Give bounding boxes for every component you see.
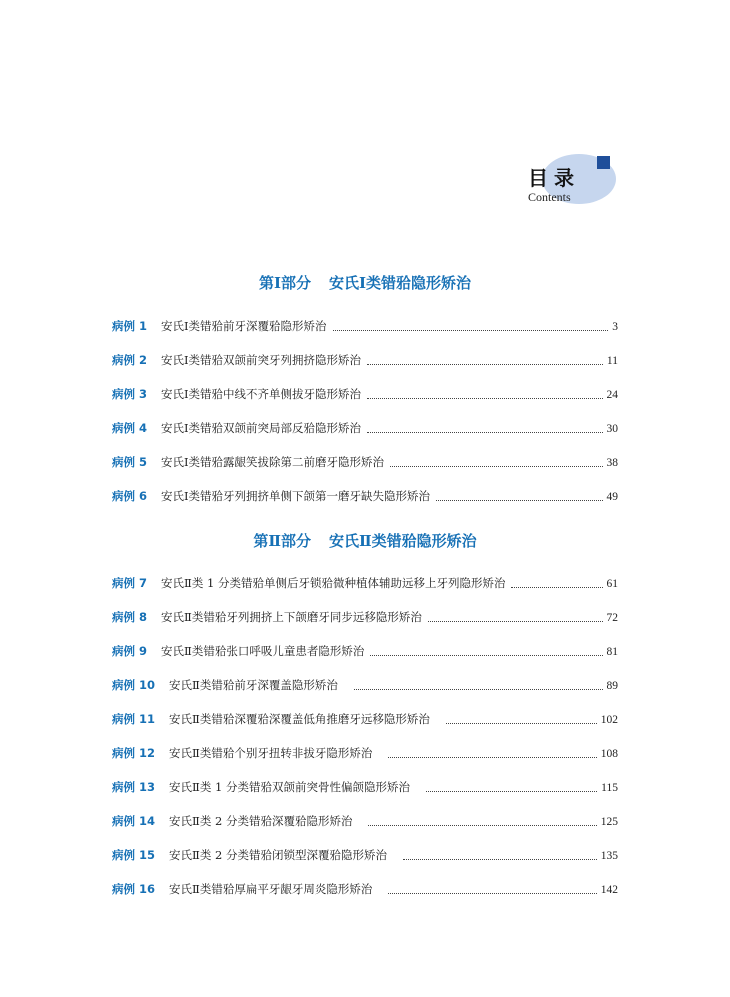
entry-title: 安氏Ⅰ类错𬌗露龈笑拔除第二前磨牙隐形矫治	[161, 455, 385, 469]
dot-leader	[354, 689, 603, 690]
case-label: 病例 9	[112, 644, 148, 658]
toc-entry[interactable]	[112, 486, 618, 506]
page-number: 38	[606, 457, 618, 469]
case-label: 病例 6	[112, 489, 148, 503]
dot-leader	[368, 825, 596, 826]
page-number: 30	[606, 423, 618, 435]
case-label: 病例 7	[112, 576, 148, 590]
toc-header	[520, 150, 630, 210]
page-number: 125	[600, 816, 618, 828]
case-label: 病例 15	[112, 848, 156, 862]
entry-title: 安氏Ⅱ类错𬌗个别牙扭转非拔牙隐形矫治	[169, 746, 373, 760]
entry-title: 安氏Ⅰ类错𬌗中线不齐单侧拔牙隐形矫治	[161, 387, 362, 401]
part-heading-1	[0, 272, 730, 293]
entry-title: 安氏Ⅱ类 1 分类错𬌗单侧后牙锁𬌗微种植体辅助远移上牙列隐形矫治	[161, 576, 506, 590]
toc-entry[interactable]	[112, 316, 618, 336]
page-number: 102	[600, 714, 618, 726]
page-number: 108	[600, 748, 618, 760]
entry-title: 安氏Ⅱ类 1 分类错𬌗双颌前突骨性偏颌隐形矫治	[169, 780, 410, 794]
entry-title: 安氏Ⅱ类 2 分类错𬌗闭锁型深覆𬌗隐形矫治	[169, 848, 387, 862]
page-number: 3	[612, 321, 618, 333]
page-number: 49	[606, 491, 618, 503]
case-label: 病例 13	[112, 780, 156, 794]
case-label: 病例 11	[112, 712, 156, 726]
entry-title: 安氏Ⅰ类错𬌗牙列拥挤单侧下颌第一磨牙缺失隐形矫治	[161, 489, 431, 503]
part-title: 安氏Ⅰ类错𬌗隐形矫治	[329, 274, 472, 292]
toc-subtitle: Contents	[528, 190, 571, 204]
case-label: 病例 12	[112, 746, 156, 760]
page-number: 81	[606, 646, 618, 658]
case-label: 病例 14	[112, 814, 156, 828]
entry-title: 安氏Ⅰ类错𬌗双颌前突牙列拥挤隐形矫治	[161, 353, 362, 367]
entry-title: 安氏Ⅱ类错𬌗深覆𬌗深覆盖低角推磨牙远移隐形矫治	[169, 712, 430, 726]
toc-entry[interactable]	[112, 811, 618, 831]
toc-title: 目录	[528, 166, 580, 190]
toc-entry[interactable]	[112, 573, 618, 593]
dot-leader	[428, 621, 603, 622]
entry-title: 安氏Ⅱ类错𬌗厚扁平牙龈牙周炎隐形矫治	[169, 882, 373, 896]
page-number: 142	[600, 884, 618, 896]
page-number: 11	[606, 355, 618, 367]
page-number: 89	[606, 680, 618, 692]
case-label: 病例 10	[112, 678, 156, 692]
dot-leader	[367, 364, 603, 365]
dot-leader	[446, 723, 597, 724]
dot-leader	[403, 859, 597, 860]
toc-entry[interactable]	[112, 350, 618, 370]
dot-leader	[367, 432, 602, 433]
page-number: 115	[601, 782, 618, 794]
part-number: 第Ⅱ部分	[253, 532, 311, 550]
toc-entry[interactable]	[112, 845, 618, 865]
entry-title: 安氏Ⅱ类错𬌗前牙深覆盖隐形矫治	[169, 678, 338, 692]
dot-leader	[436, 500, 602, 501]
dot-leader	[390, 466, 602, 467]
dot-leader	[370, 655, 602, 656]
part-title: 安氏Ⅱ类错𬌗隐形矫治	[329, 532, 477, 550]
toc-entry[interactable]	[112, 641, 618, 661]
toc-entry[interactable]	[112, 777, 618, 797]
case-label: 病例 16	[112, 882, 156, 896]
header-square-decoration	[597, 156, 610, 169]
entry-title: 安氏Ⅰ类错𬌗双颌前突局部反𬌗隐形矫治	[161, 421, 362, 435]
case-label: 病例 4	[112, 421, 148, 435]
part-number: 第Ⅰ部分	[258, 274, 311, 292]
page-number: 72	[606, 612, 618, 624]
page-number: 24	[606, 389, 618, 401]
dot-leader	[426, 791, 597, 792]
entry-title: 安氏Ⅱ类 2 分类错𬌗深覆𬌗隐形矫治	[169, 814, 353, 828]
toc-entry[interactable]	[112, 879, 618, 899]
page-number: 61	[606, 578, 618, 590]
toc-entry[interactable]	[112, 452, 618, 472]
entry-title: 安氏Ⅰ类错𬌗前牙深覆𬌗隐形矫治	[161, 319, 327, 333]
toc-entry[interactable]	[112, 384, 618, 404]
dot-leader	[388, 893, 596, 894]
toc-entry[interactable]	[112, 709, 618, 729]
dot-leader	[367, 398, 602, 399]
page-number: 135	[600, 850, 618, 862]
entry-title: 安氏Ⅱ类错𬌗张口呼吸儿童患者隐形矫治	[161, 644, 365, 658]
entry-title: 安氏Ⅱ类错𬌗牙列拥挤上下颌磨牙同步远移隐形矫治	[161, 610, 422, 624]
toc-entry[interactable]	[112, 743, 618, 763]
toc-entry[interactable]	[112, 418, 618, 438]
toc-entry[interactable]	[112, 607, 618, 627]
case-label: 病例 8	[112, 610, 148, 624]
case-label: 病例 5	[112, 455, 148, 469]
toc-entry[interactable]	[112, 675, 618, 695]
case-label: 病例 1	[112, 319, 148, 333]
dot-leader	[511, 587, 602, 588]
part-heading-2	[0, 530, 730, 551]
dot-leader	[333, 330, 609, 331]
dot-leader	[388, 757, 596, 758]
case-label: 病例 2	[112, 353, 148, 367]
case-label: 病例 3	[112, 387, 148, 401]
